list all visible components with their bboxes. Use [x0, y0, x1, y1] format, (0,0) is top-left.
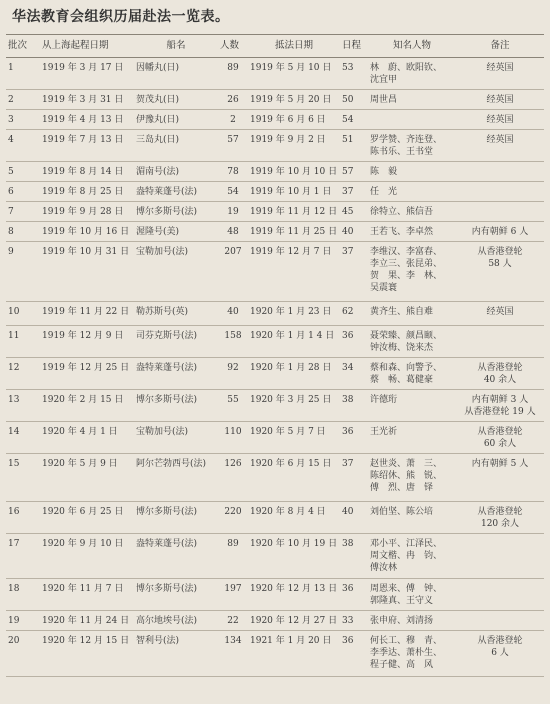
notable-people-cell — [368, 202, 456, 222]
ship-name-cell: 湄南号(法) — [134, 162, 218, 182]
notable-person-line: 许德珩 — [370, 395, 398, 405]
notable-person-line: 邓小平、江泽民、 — [370, 539, 443, 549]
notable-people-cell — [368, 579, 456, 611]
table-row — [6, 242, 544, 302]
passenger-count-cell: 110 — [218, 422, 248, 454]
batch-cell: 19 — [6, 611, 40, 631]
ship-name-cell: 盎特莱蓬号(法) — [134, 358, 218, 390]
notable-person-line: 任 光 — [370, 187, 398, 197]
passenger-count-cell: 207 — [218, 242, 248, 302]
notable-person-line: 聂荣臻、颜昌颐、 — [370, 331, 443, 341]
departure-date-cell: 1920 年 6 月 25 日 — [40, 502, 134, 534]
batch-cell: 2 — [6, 90, 40, 110]
table-row — [6, 611, 544, 631]
ship-name-cell: 博尔多斯号(法) — [134, 202, 218, 222]
table-row — [6, 58, 544, 90]
voyage-days-cell: 51 — [340, 130, 368, 162]
batch-cell: 17 — [6, 534, 40, 579]
table-row — [6, 130, 544, 162]
notable-people-cell — [368, 302, 456, 326]
notable-person-line: 周世昌 — [370, 95, 398, 105]
departure-date-cell: 1919 年 12 月 25 日 — [40, 358, 134, 390]
notable-person-line: 黄齐生、熊自难 — [370, 307, 434, 317]
notable-person-line: 刘伯坚、陈公培 — [370, 507, 434, 517]
notable-people-cell — [368, 422, 456, 454]
batch-cell: 9 — [6, 242, 40, 302]
notable-person-line: 陈书乐、王书堂 — [370, 147, 434, 157]
remark-line: 60 余人 — [483, 439, 517, 449]
arrival-date-cell: 1920 年 12 月 27 日 — [248, 611, 340, 631]
notable-person-line: 李季达、萧朴生、 — [370, 648, 443, 658]
batch-cell: 20 — [6, 631, 40, 677]
notable-people-cell — [368, 454, 456, 502]
arrival-date-cell: 1919 年 11 月 25 日 — [248, 222, 340, 242]
arrival-date-cell: 1919 年 12 月 7 日 — [248, 242, 340, 302]
ship-name-cell: 宝勒加号(法) — [134, 422, 218, 454]
passenger-count-cell: 78 — [218, 162, 248, 182]
table-row — [6, 202, 544, 222]
batch-cell: 15 — [6, 454, 40, 502]
voyage-days-cell: 40 — [340, 502, 368, 534]
departure-date-cell: 1919 年 10 月 16 日 — [40, 222, 134, 242]
passenger-count-cell: 22 — [218, 611, 248, 631]
passenger-count-cell: 54 — [218, 182, 248, 202]
notable-person-line: 林 蔚、欧阳钦、 — [370, 63, 443, 73]
remark-cell — [456, 242, 544, 302]
passenger-count-cell: 55 — [218, 390, 248, 422]
table-row — [6, 110, 544, 130]
voyage-days-cell: 34 — [340, 358, 368, 390]
notable-person-line: 王若飞、李卓然 — [370, 227, 434, 237]
arrival-date-cell: 1921 年 1 月 20 日 — [248, 631, 340, 677]
notable-person-line: 陈 毅 — [370, 167, 398, 177]
arrival-date-cell: 1919 年 11 月 12 日 — [248, 202, 340, 222]
table-row — [6, 326, 544, 358]
ship-name-cell: 博尔多斯号(法) — [134, 579, 218, 611]
arrival-date-cell: 1920 年 1 月 28 日 — [248, 358, 340, 390]
notable-person-line: 傅 烈、唐 铎 — [370, 483, 434, 493]
remark-cell — [456, 130, 544, 162]
notable-person-line: 贺 果、李 林、 — [370, 271, 443, 281]
remark-line: 40 余人 — [483, 375, 517, 385]
ship-name-cell: 盎特莱蓬号(法) — [134, 534, 218, 579]
table-row — [6, 302, 544, 326]
batch-cell: 3 — [6, 110, 40, 130]
notable-person-line: 程子健、高 风 — [370, 660, 434, 670]
remark-cell — [456, 302, 544, 326]
batch-cell: 8 — [6, 222, 40, 242]
voyage-days-cell: 33 — [340, 611, 368, 631]
batch-cell: 11 — [6, 326, 40, 358]
notable-person-line: 钟汝梅、饶来杰 — [370, 343, 434, 353]
batch-cell: 16 — [6, 502, 40, 534]
remark-cell — [456, 182, 544, 202]
header-days: 日程 — [340, 35, 368, 58]
ship-name-cell: 贺茂丸(日) — [134, 90, 218, 110]
table-row — [6, 390, 544, 422]
arrival-date-cell: 1919 年 5 月 10 日 — [248, 58, 340, 90]
remark-cell — [456, 110, 544, 130]
arrival-date-cell: 1920 年 10 月 19 日 — [248, 534, 340, 579]
ship-name-cell: 勒苏斯号(英) — [134, 302, 218, 326]
notable-people-cell — [368, 90, 456, 110]
remark-cell — [456, 534, 544, 579]
remark-cell — [456, 162, 544, 182]
remark-cell — [456, 390, 544, 422]
notable-person-line: 罗学赞、齐连登、 — [370, 135, 443, 145]
notable-person-line: 周文楷、冉 钧、 — [370, 551, 443, 561]
notable-people-cell — [368, 358, 456, 390]
table-row — [6, 182, 544, 202]
remark-cell — [456, 202, 544, 222]
notable-people-cell — [368, 182, 456, 202]
remark-line: 内有朝鲜 5 人 — [471, 459, 529, 469]
arrival-date-cell: 1920 年 1 月 23 日 — [248, 302, 340, 326]
voyage-days-cell: 37 — [340, 182, 368, 202]
passenger-count-cell: 197 — [218, 579, 248, 611]
table-row — [6, 358, 544, 390]
notable-person-line: 徐特立、熊信吾 — [370, 207, 434, 217]
notable-person-line: 蔡 畅、葛健豪 — [370, 375, 434, 385]
ship-name-cell: 渥隆号(美) — [134, 222, 218, 242]
remark-line: 经英国 — [486, 95, 514, 105]
passenger-count-cell: 92 — [218, 358, 248, 390]
table-row — [6, 502, 544, 534]
passenger-count-cell: 89 — [218, 534, 248, 579]
header-people: 知名人物 — [368, 35, 456, 58]
voyage-days-cell: 37 — [340, 454, 368, 502]
voyage-days-cell: 62 — [340, 302, 368, 326]
departure-date-cell: 1920 年 5 月 9 日 — [40, 454, 134, 502]
arrival-date-cell: 1919 年 10 月 1 日 — [248, 182, 340, 202]
remark-cell — [456, 631, 544, 677]
batch-cell: 4 — [6, 130, 40, 162]
notable-person-line: 赵世炎、萧 三、 — [370, 459, 443, 469]
departure-date-cell: 1919 年 3 月 17 日 — [40, 58, 134, 90]
passenger-count-cell: 26 — [218, 90, 248, 110]
passenger-count-cell: 19 — [218, 202, 248, 222]
remark-line: 6 人 — [491, 648, 509, 658]
departure-date-cell: 1920 年 9 月 10 日 — [40, 534, 134, 579]
departure-date-cell: 1919 年 11 月 22 日 — [40, 302, 134, 326]
notable-people-cell — [368, 222, 456, 242]
table-row — [6, 534, 544, 579]
voyage-days-cell: 36 — [340, 579, 368, 611]
departure-date-cell: 1920 年 2 月 15 日 — [40, 390, 134, 422]
notable-person-line: 傅汝林 — [370, 563, 398, 573]
table-row — [6, 631, 544, 677]
notable-people-cell — [368, 58, 456, 90]
notable-people-cell — [368, 534, 456, 579]
ship-name-cell: 智利号(法) — [134, 631, 218, 677]
departure-date-cell: 1920 年 11 月 24 日 — [40, 611, 134, 631]
header-ship: 船名 — [134, 35, 218, 58]
departure-date-cell: 1919 年 8 月 14 日 — [40, 162, 134, 182]
notable-person-line: 周恩来、傅 钟、 — [370, 584, 443, 594]
table-body — [6, 58, 544, 677]
table-row — [6, 422, 544, 454]
arrival-date-cell: 1920 年 3 月 25 日 — [248, 390, 340, 422]
remark-line: 内有朝鲜 3 人 — [471, 395, 529, 405]
notable-people-cell — [368, 611, 456, 631]
departure-date-cell: 1920 年 4 月 1 日 — [40, 422, 134, 454]
notable-person-line: 何长工、穆 青、 — [370, 636, 443, 646]
notable-person-line: 吴震寰 — [370, 283, 398, 293]
remark-line: 58 人 — [488, 259, 512, 269]
notable-person-line: 陈绍休、熊 锐、 — [370, 471, 443, 481]
voyage-days-cell: 57 — [340, 162, 368, 182]
notable-people-cell — [368, 631, 456, 677]
departure-date-cell: 1920 年 11 月 7 日 — [40, 579, 134, 611]
remark-line: 从香港登轮 — [477, 247, 523, 257]
remark-cell — [456, 90, 544, 110]
table-row — [6, 454, 544, 502]
remark-cell — [456, 611, 544, 631]
remark-cell — [456, 222, 544, 242]
remark-line: 从香港登轮 — [477, 427, 523, 437]
departure-date-cell: 1920 年 12 月 15 日 — [40, 631, 134, 677]
remark-cell — [456, 326, 544, 358]
ship-name-cell: 博尔多斯号(法) — [134, 390, 218, 422]
remark-cell — [456, 422, 544, 454]
passenger-count-cell: 40 — [218, 302, 248, 326]
voyage-days-cell: 54 — [340, 110, 368, 130]
ship-name-cell: 博尔多斯号(法) — [134, 502, 218, 534]
passenger-count-cell: 48 — [218, 222, 248, 242]
ship-name-cell: 司芬克斯号(法) — [134, 326, 218, 358]
voyage-days-cell: 50 — [340, 90, 368, 110]
header-count: 人数 — [218, 35, 248, 58]
arrival-date-cell: 1919 年 6 月 6 日 — [248, 110, 340, 130]
table-row — [6, 579, 544, 611]
header-arrival: 抵法日期 — [248, 35, 340, 58]
remark-cell — [456, 58, 544, 90]
batch-cell: 18 — [6, 579, 40, 611]
voyage-days-cell: 36 — [340, 631, 368, 677]
arrival-date-cell: 1920 年 6 月 15 日 — [248, 454, 340, 502]
notable-people-cell — [368, 162, 456, 182]
departure-date-cell: 1919 年 4 月 13 日 — [40, 110, 134, 130]
remark-cell — [456, 502, 544, 534]
arrival-date-cell: 1920 年 12 月 13 日 — [248, 579, 340, 611]
voyage-days-cell: 36 — [340, 422, 368, 454]
notable-person-line: 沈宜甲 — [370, 75, 398, 85]
remark-line: 从香港登轮 19 人 — [464, 407, 536, 417]
remark-line: 经英国 — [486, 115, 514, 125]
ship-name-cell: 伊豫丸(日) — [134, 110, 218, 130]
passenger-count-cell: 57 — [218, 130, 248, 162]
arrival-date-cell: 1920 年 1 月 1 4 日 — [248, 326, 340, 358]
page-title: 华法教育会组织历届赴法一览表。 — [12, 9, 230, 25]
voyage-days-cell: 53 — [340, 58, 368, 90]
departure-date-cell: 1919 年 9 月 28 日 — [40, 202, 134, 222]
remark-line: 从香港登轮 — [477, 507, 523, 517]
notable-person-line: 李维汉、李富春、 — [370, 247, 443, 257]
voyage-days-cell: 38 — [340, 534, 368, 579]
arrival-date-cell: 1919 年 9 月 2 日 — [248, 130, 340, 162]
ship-name-cell: 三岛丸(日) — [134, 130, 218, 162]
table-row — [6, 222, 544, 242]
batch-cell: 14 — [6, 422, 40, 454]
remark-line: 经英国 — [486, 63, 514, 73]
batch-cell: 12 — [6, 358, 40, 390]
remark-line: 120 余人 — [480, 519, 520, 529]
header-remark: 备注 — [456, 35, 544, 58]
notable-person-line: 张申府、刘清扬 — [370, 616, 434, 626]
notable-people-cell — [368, 326, 456, 358]
remark-line: 经英国 — [486, 307, 514, 317]
notable-person-line: 王光祈 — [370, 427, 398, 437]
departure-date-cell: 1919 年 8 月 25 日 — [40, 182, 134, 202]
ship-name-cell: 盎特莱蓬号(法) — [134, 182, 218, 202]
departure-date-cell: 1919 年 10 月 31 日 — [40, 242, 134, 302]
remark-line: 从香港登轮 — [477, 363, 523, 373]
voyage-days-cell: 38 — [340, 390, 368, 422]
remark-cell — [456, 579, 544, 611]
table-row — [6, 90, 544, 110]
passenger-count-cell: 134 — [218, 631, 248, 677]
voyage-days-cell: 36 — [340, 326, 368, 358]
arrival-date-cell: 1919 年 5 月 20 日 — [248, 90, 340, 110]
remark-line: 从香港登轮 — [477, 636, 523, 646]
notable-people-cell — [368, 242, 456, 302]
voyage-table — [6, 34, 544, 677]
arrival-date-cell: 1919 年 10 月 10 日 — [248, 162, 340, 182]
voyage-days-cell: 37 — [340, 242, 368, 302]
voyage-days-cell: 45 — [340, 202, 368, 222]
batch-cell: 1 — [6, 58, 40, 90]
batch-cell: 13 — [6, 390, 40, 422]
notable-person-line: 李立三、张昆弟、 — [370, 259, 443, 269]
notable-people-cell — [368, 130, 456, 162]
notable-people-cell — [368, 390, 456, 422]
remark-line: 经英国 — [486, 135, 514, 145]
ship-name-cell: 因幡丸(日) — [134, 58, 218, 90]
passenger-count-cell: 2 — [218, 110, 248, 130]
ship-name-cell: 宝勒加号(法) — [134, 242, 218, 302]
notable-person-line: 郭隆真、王守义 — [370, 596, 434, 606]
ship-name-cell: 高尔地埃号(法) — [134, 611, 218, 631]
passenger-count-cell: 158 — [218, 326, 248, 358]
arrival-date-cell: 1920 年 8 月 4 日 — [248, 502, 340, 534]
remark-cell — [456, 358, 544, 390]
passenger-count-cell: 220 — [218, 502, 248, 534]
table-row — [6, 162, 544, 182]
departure-date-cell: 1919 年 3 月 31 日 — [40, 90, 134, 110]
passenger-count-cell: 126 — [218, 454, 248, 502]
passenger-count-cell: 89 — [218, 58, 248, 90]
header-batch: 批次 — [6, 35, 40, 58]
table-header-row — [6, 35, 544, 58]
notable-person-line: 蔡和森、向警予、 — [370, 363, 443, 373]
ship-name-cell: 阿尔芒勃西号(法) — [134, 454, 218, 502]
departure-date-cell: 1919 年 7 月 13 日 — [40, 130, 134, 162]
batch-cell: 5 — [6, 162, 40, 182]
remark-line: 内有朝鲜 6 人 — [471, 227, 529, 237]
batch-cell: 10 — [6, 302, 40, 326]
header-date: 从上海起程日期 — [40, 35, 134, 58]
notable-people-cell — [368, 502, 456, 534]
batch-cell: 7 — [6, 202, 40, 222]
notable-people-cell — [368, 110, 456, 130]
voyage-days-cell: 40 — [340, 222, 368, 242]
batch-cell: 6 — [6, 182, 40, 202]
remark-cell — [456, 454, 544, 502]
departure-date-cell: 1919 年 12 月 9 日 — [40, 326, 134, 358]
arrival-date-cell: 1920 年 5 月 7 日 — [248, 422, 340, 454]
